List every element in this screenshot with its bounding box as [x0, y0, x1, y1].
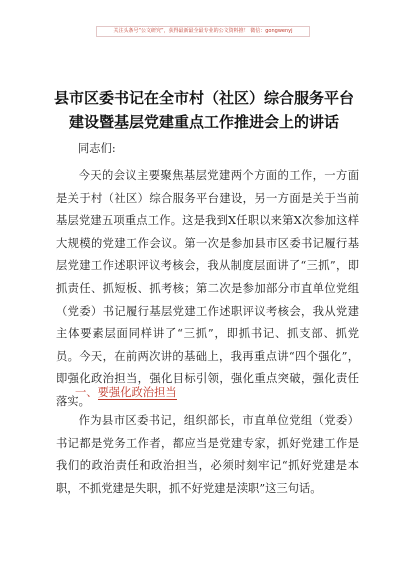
section-heading-text: 要强化政治担当: [97, 386, 177, 399]
title-line-2: 建设暨基层党建重点工作推进会上的讲话: [68, 113, 339, 131]
body-paragraph-1: 今天的会议主要聚焦基层党建两个方面的工作，一方面是关于村（社区）综合服务平台建设，另一方面是关于当前基层党建五项重点工作。这是我到X任职以来第X次参加这样大规模的党建工作会议。第一次是参加县市区委书记履行基层党建工作述职评议考核会，我从制度层面讲了“三抓”，即抓责任、抓短板、抓考核；第二次是参加部分市直单位党组（党委）书记履行基层党建工作述职评议考核会，我从党建主体要素层面同样讲了“三抓”，即抓书记、抓支部、抓党员。今天，在前两次讲的基础上，我再重点讲“四个强化”，即强化政治担当，强化目标引领，强化重点突破，强化责任落实。: [56, 169, 359, 408]
document-title: [0, 86, 408, 134]
body-paragraph-2: 作为县市区委书记，组织部长，市直单位党组（党委）书记都是党务工作者，都应当是党建专家，抓好党建工作是我们的政治责任和政治担当，必须时刻牢记“抓好党建是本职，不抓党建是失职，抓不好党建是渎职”这三句话。: [56, 414, 359, 495]
greeting: 同志们:: [78, 142, 116, 155]
section-heading-1: [75, 385, 177, 401]
header-banner: 关注头条号“公文研究”，获得最新最全最专业的公文资料推！ 微信：gongwenyj: [96, 26, 310, 37]
title-line-1: 县市区委书记在全市村（社区）综合服务平台: [53, 89, 354, 107]
section-heading-number: 一、: [75, 386, 98, 399]
